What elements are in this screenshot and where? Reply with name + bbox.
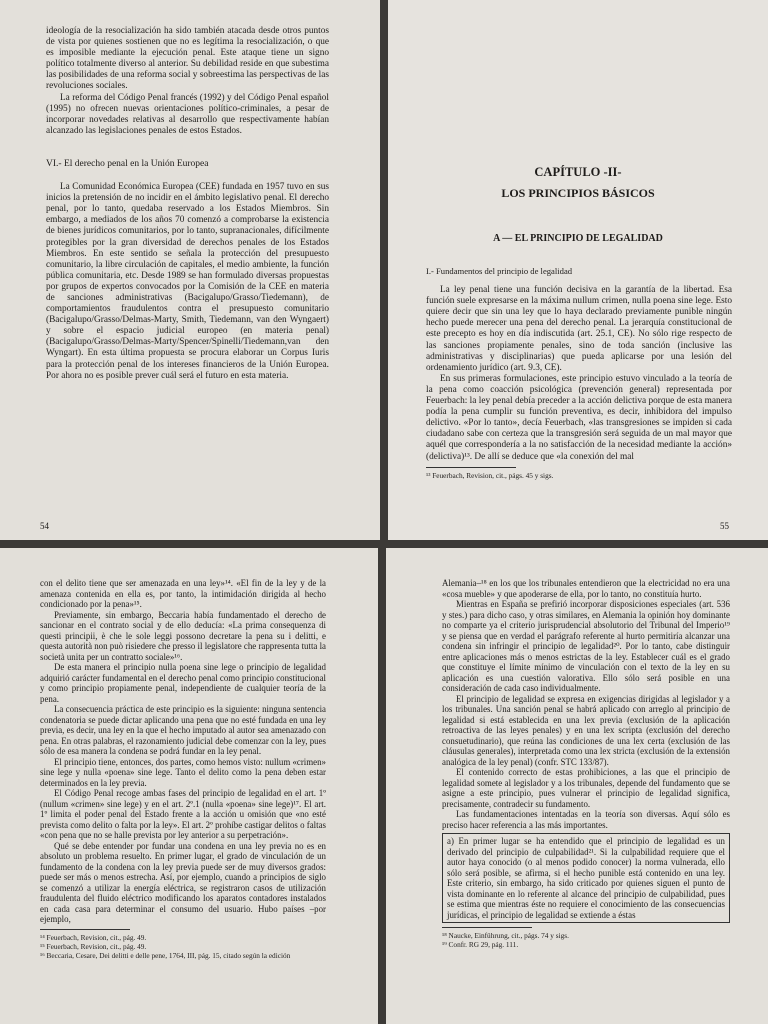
section-heading: VI.- El derecho penal en la Unión Europea [46,158,209,169]
chapter-number: CAPÍTULO -II- [534,165,622,179]
paragraph: El Código Penal recoge ambas fases del principio de legalidad en el art. 1º (nullum «crimen» sine lege) y en el art. 2º.1 (nulla «poena» sine lege)¹⁷. El art. 1º limita el poder penal del Estado frente a la acción u omisión que «no esté prevista como delito o falta por la ley». El art. 2º prohíbe castigar delitos o faltas «con pena que no se halle prevista por ley anterior a su perpetración». [40,788,326,840]
page-number: 55 [720,521,729,531]
section-heading: I.- Fundamentos del principio de legalidad [426,266,573,276]
page-55 [388,0,768,540]
page-54 [0,0,380,540]
paragraph: a) En primer lugar se ha entendido que el principio de legalidad es un derivado del principio de culpabilidad²¹. Si la culpabilidad requiere que el autor haya conocido (o al menos podido conocer) la norma vulnerada, ello sólo será posible, se afirma, si el hecho punible está contenido en una ley. Este criterio, sin embargo, ha sido criticado por quienes siguen el punto de vista dominante en lo referente al alcance del principio de culpabilidad, pues se estima que mientras éste no requiere el conocimiento de las consecuencias jurídicas, el principio de legalidad se extiende a éstas [447,836,725,920]
footnote: ¹⁹ Confr. RG 29, pág. 111. [442,940,519,949]
paragraph: El principio de legalidad se expresa en exigencias dirigidas al legislador y a los tribunales. Una sanción penal se habrá aplicado con arreglo al principio de legalidad si está establecida en una lex previa (exclusión de la aplicación retroactiva de las leyes penales) y en una lex scripta (exclusión del derecho consuetudinario), que reúna las condiciones de una lex certa (exclusión de las cláusulas generales), interpretada como una lex stricta (exclusión de la extensión analógica de la ley penal) (confr. STC 133/87). [442,693,730,767]
page-56-body [40,578,326,960]
paragraph: La consecuencia práctica de este principio es la siguiente: ninguna sentencia condenatoria se puede dictar aplicando una pena que no esté fundada en una ley previa, es decir, una ley en la que el hecho imputado al autor sea amenazado con pena. En otras palabras, el razonamiento judicial debe comenzar con la ley, pues sólo de esa manera la condena se podrá fundar en la ley penal. [40,704,326,756]
page-number: 54 [40,521,49,531]
footnote-rule [426,467,516,468]
paragraph: La ley penal tiene una función decisiva en la garantía de la libertad. Esa función suele expresarse en la máxima nullum crimen, nulla poena sine lege. Esto quiere decir que sin una ley que lo haya declarado previamente punible ningún hecho puede merecer una pena del derecho penal. La jerarquía constitucional de este precepto es hoy en día indiscutida (art. 25.1, CE). No sólo rige respecto de las sanciones propiamente penales, sino de toda sanción (inclusive las administrativas y disciplinarias) que pueda aplicarse por una lesión del ordenamiento jurídico (art. 9.3, CE). [426,285,732,373]
paragraph: El principio tiene, entonces, dos partes, como hemos visto: nullum «crimen» sine lege y nulla «poena» sine lege. Tanto el delito como la pena deben estar determinados en la ley previa. [40,756,326,788]
chapter-title: LOS PRINCIPIOS BÁSICOS [501,186,655,200]
section-subtitle: A — EL PRINCIPIO DE LEGALIDAD [493,233,663,244]
footnote: ¹⁶ Beccaria, Cesare, Dei delitti e delle pene, 1764, III, pág. 15, citado según la edición [40,950,291,960]
paragraph: La Comunidad Económica Europea (CEE) fundada en 1957 tuvo en sus inicios la pretensión de no incidir en el ámbito legislativo penal. El derecho penal, por lo tanto, quedaba reservado a los Estados Miembros. Sin embargo, a mediados de los años 70 comenzó a comprobarse la existencia de bienes jurídicos comunitarios, por lo tanto, supranacionales, difícilmente protegibles por la gran diversidad de derechos penales de los Estados Miembros. En este sentido se señala la protección del presupuesto comunitario, la libre circulación de capitales, el medio ambiente, la función pública comunitaria, etc. Desde 1989 se han formulado diversas propuestas por grupos de expertos convocados por la Comisión de la CEE en materia de sanciones administrativas (Bacigalupo/Grasso/Tiedemann), de comportamientos fraudulentos contra el presupuesto comunitario (Bacigalupo/Grasso/Delmas-Marty, Smith, Tiedemann, van den Wyngaert) y sobre el espacio judicial europeo (en materia penal) (Bacigalupo/Grasso/Delmas-Marty/Spencer/Spinelli/Tiedemann,van den Wyngart). En esta última propuesta se procura elaborar un Corpus Iuris para la protección penal de los intereses financieros de la Unión Europea. Por ahora no es posible prever cuál será el futuro en esta materia. [46,182,329,381]
paragraph: Alemania–¹⁸ en los que los tribunales entendieron que la electricidad no era una «cosa mueble» y que apoderarse de ella, por lo tanto, no constituía hurto. [442,578,730,599]
page-56 [0,548,378,1024]
footnote: ¹⁸ Naucke, Einführung, cit., págs. 74 y sigs. [442,931,569,940]
paragraph: La reforma del Código Penal francés (1992) y del Código Penal español (1995) no ofrecen nuevas orientaciones político-criminales, a pesar de incorporar novedades relativas al desarrollo que respectivamente habían alcanzado las legislaciones penales de estos Estados. [46,92,329,136]
page-57 [386,548,768,1024]
paragraph: Las fundamentaciones intentadas en la teoría son diversas. Aquí sólo es preciso hacer referencia a las más importantes. [442,809,730,830]
paragraph: El contenido correcto de estas prohibiciones, a las que el principio de legalidad somete al legislador y a los tribunales, depende del fundamento que se asigne a este principio, pues vulnerar el principio de legalidad significa, precisamente, contradecir su fundamento. [442,767,730,809]
footnote-rule [40,929,130,930]
paragraph: Mientras en España se prefirió incorporar disposiciones especiales (art. 536 y stes.) para dicho caso, y otras similares, en Alemania la opinión hoy dominante no comparte ya el criterio jurisprudencial absolutorio del Tribunal del Imperio¹⁹ y se piensa que en verdad el parágrafo referente al hurto permitiría alcanzar una condena sin infringir el principio de legalidad²⁰. Por lo tanto, cabe distinguir entre aplicaciones más o menos estrictas de la ley. Establecer cuál es el grado que constituye el límite mínimo de vinculación con el texto de la ley en su aplicación es una cuestión valorativa. Ello sólo será posible en una consideración de cada caso individualmente. [442,599,730,693]
page-57-body [442,578,730,949]
paragraph: Qué se debe entender por fundar una condena en una ley previa no es en absoluto un problema resuelto. En primer lugar, el grado de vinculación de un fundamento de la condena con la ley previa puede ser de muy diversos grados: puede ser más o menos estrecha. Así, por ejemplo, cuando a principios de siglo se comenzó a utilizar la energía eléctrica, se registraron casos de utilización fraudulenta del fluido eléctrico modificando los aparatos contadores instalados en cada casa para determinar el consumo del usuario. Hubo países –por ejemplo, [40,840,326,924]
footnote: ¹³ Feuerbach, Revision, cit., págs. 45 y sigs. [426,470,554,480]
paragraph: con el delito tiene que ser amenazada en una ley»¹⁴. «El fin de la ley y de la amenaza contenida en ella es, por tanto, la intimidación dirigida al hecho condicionado por la pena»¹⁵. [40,578,326,609]
paragraph: Previamente, sin embargo, Beccaria había fundamentado el derecho de sancionar en el contrato social y de ello deducía: «La prima consequenza di questi principii, è che le sole leggi possono decretare la pena su i delitti, e questa autorità non può risiedere che presso il legislatore che rappresenta tutta la società unita per un contratto sociale»¹⁶. [40,609,326,662]
paragraph: De esta manera el principio nulla poena sine lege o principio de legalidad adquirió carácter fundamental en el derecho penal como principio constitucional y como principio propiamente penal, independiente de cualquier teoría de la pena. [40,662,326,704]
footnote: ¹⁵ Feuerbach, Revision, cit., pág. 49. [40,941,147,951]
page-55-body [426,266,732,480]
footnote-rule [442,927,532,928]
footnote: ¹⁴ Feuerbach, Revision, cit., pág. 49. [40,932,147,942]
paragraph: ideología de la resocialización ha sido también atacada desde otros puntos de vista por quienes sostienen que no es legítima la resocialización, o que es imposible mediante la ejecución penal. Este ataque tiene un signo político totalmente diverso al anterior. Su debilidad reside en que subestima las posibilidades de una reforma social y sobreestima las perspectivas de las revoluciones sociales. [46,26,329,92]
boxed-paragraph [442,833,730,923]
paragraph: En sus primeras formulaciones, este principio estuvo vinculado a la teoría de la pena como coacción psicológica (prevención general) representada por Feuerbach: la ley penal debía preceder a la acción delictiva porque de esta manera podía la pena cumplir su función preventiva, es decir, inhibidora del impulso delictivo. «Por lo tanto», decía Feuerbach, «las transgresiones se impiden si cada ciudadano sabe con certeza que la transgresión será seguida de un mal mayor que aquél que correspondería a la no satisfacción de la necesidad mediante la acción» (delictiva)¹³. De allí se deduce que «la conexión del mal [426,373,732,462]
page-54-body [46,26,329,382]
